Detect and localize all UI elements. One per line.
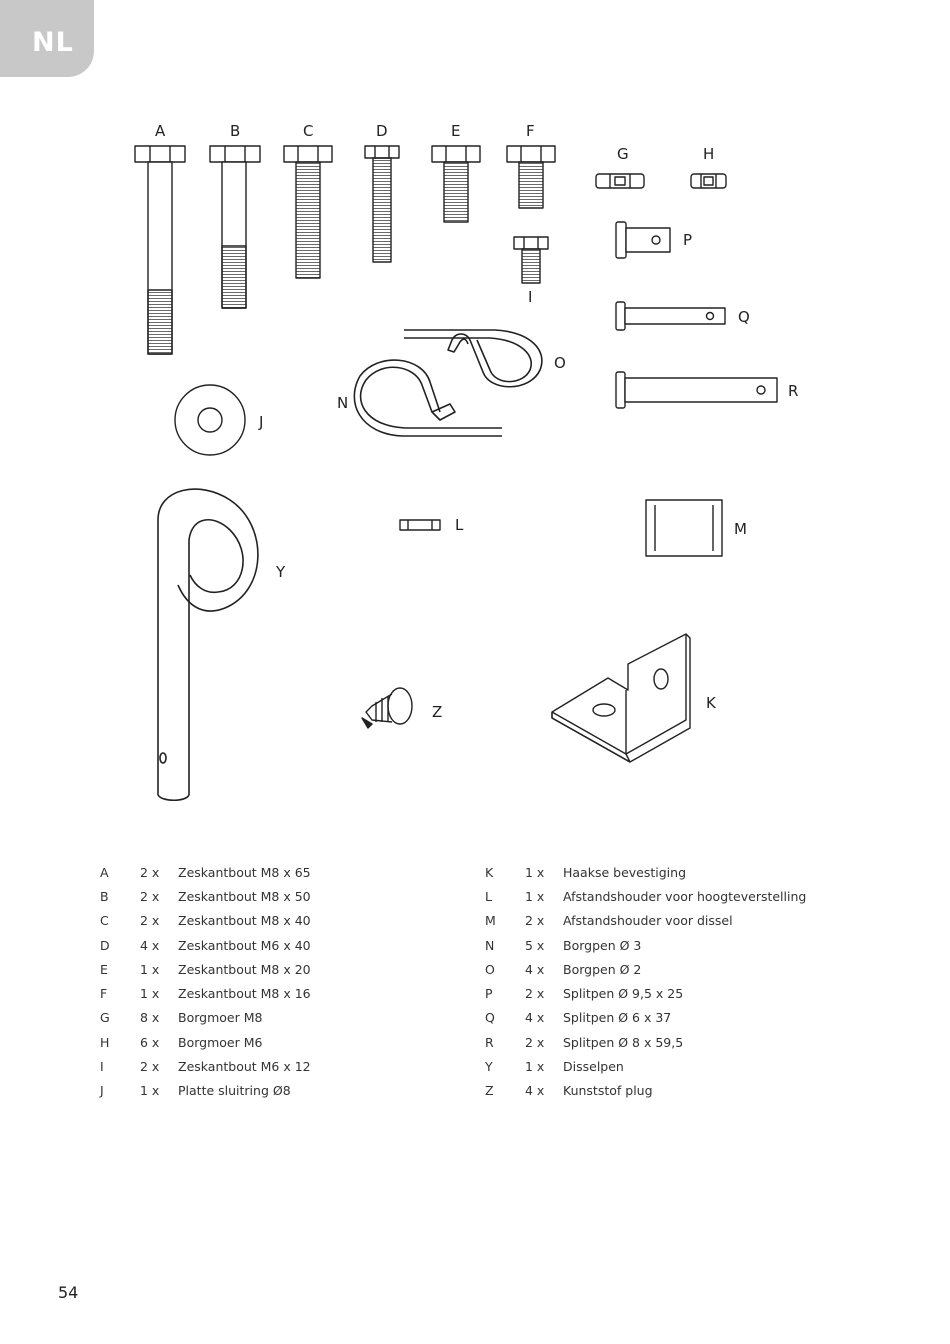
legend-row: N 5 x Borgpen Ø 3 <box>485 937 642 953</box>
legend-row: J 1 x Platte sluitring Ø8 <box>100 1083 291 1099</box>
label-y: Y <box>276 563 286 581</box>
bolt-e <box>432 146 480 222</box>
legend-row: E 1 x Zeskantbout M8 x 20 <box>100 961 311 977</box>
pin-r <box>616 372 777 408</box>
label-i: I <box>528 288 533 306</box>
legend-row: I 2 x Zeskantbout M6 x 12 <box>100 1059 311 1075</box>
legend-row: D 4 x Zeskantbout M6 x 40 <box>100 937 311 953</box>
legend-row: Z 4 x Kunststof plug <box>485 1083 653 1099</box>
washer-j <box>175 385 245 455</box>
legend-row: O 4 x Borgpen Ø 2 <box>485 961 642 977</box>
angle-bracket-k <box>552 634 690 762</box>
label-l: L <box>455 516 464 534</box>
label-k: K <box>706 694 716 712</box>
bolt-a <box>135 146 185 354</box>
label-r: R <box>788 382 799 400</box>
label-e: E <box>451 122 461 140</box>
label-f: F <box>526 122 535 140</box>
page-number: 54 <box>58 1283 79 1302</box>
nut-h <box>691 174 726 188</box>
bolt-c <box>284 146 332 278</box>
clip-n <box>354 360 502 436</box>
legend-row: A 2 x Zeskantbout M8 x 65 <box>100 864 311 880</box>
label-c: C <box>303 122 314 140</box>
label-q: Q <box>738 308 750 326</box>
clip-o <box>404 330 542 387</box>
pin-q <box>616 302 725 330</box>
plug-z <box>362 688 412 728</box>
legend-row: H 6 x Borgmoer M6 <box>100 1034 263 1050</box>
legend-row: R 2 x Splitpen Ø 8 x 59,5 <box>485 1034 684 1050</box>
legend-row: F 1 x Zeskantbout M8 x 16 <box>100 986 311 1002</box>
pin-p <box>616 222 670 258</box>
bolt-d <box>365 146 399 262</box>
legend-row: Y 1 x Disselpen <box>485 1059 624 1075</box>
language-tab-label: NL <box>32 27 74 58</box>
legend-row: M 2 x Afstandshouder voor dissel <box>485 913 733 929</box>
bolt-b <box>210 146 260 308</box>
label-h: H <box>703 145 715 163</box>
label-o: O <box>554 354 566 372</box>
spacer-l <box>400 520 440 530</box>
legend-row: L 1 x Afstandshouder voor hoogteverstelling <box>485 888 807 904</box>
parts-legend-left <box>100 860 311 1103</box>
legend-row: C 2 x Zeskantbout M8 x 40 <box>100 913 311 929</box>
bolt-f <box>507 146 555 208</box>
legend-row: G 8 x Borgmoer M8 <box>100 1010 263 1026</box>
spacer-m <box>646 500 722 556</box>
legend-row: B 2 x Zeskantbout M8 x 50 <box>100 888 311 904</box>
label-j: J <box>259 413 264 431</box>
label-a: A <box>155 122 166 140</box>
label-p: P <box>683 231 693 249</box>
legend-row: K 1 x Haakse bevestiging <box>485 864 686 880</box>
legend-row: P 2 x Splitpen Ø 9,5 x 25 <box>485 986 684 1002</box>
parts-legend-right <box>485 860 806 1103</box>
part-labels <box>155 122 798 721</box>
label-z: Z <box>432 703 443 721</box>
legend-row: Q 4 x Splitpen Ø 6 x 37 <box>485 1010 672 1026</box>
bolt-i <box>514 237 548 283</box>
label-m: M <box>734 520 747 538</box>
nut-g <box>596 174 644 188</box>
label-n: N <box>337 394 349 412</box>
drawbar-pin-y <box>158 489 258 800</box>
label-b: B <box>230 122 241 140</box>
label-g: G <box>617 145 629 163</box>
label-d: D <box>376 122 388 140</box>
